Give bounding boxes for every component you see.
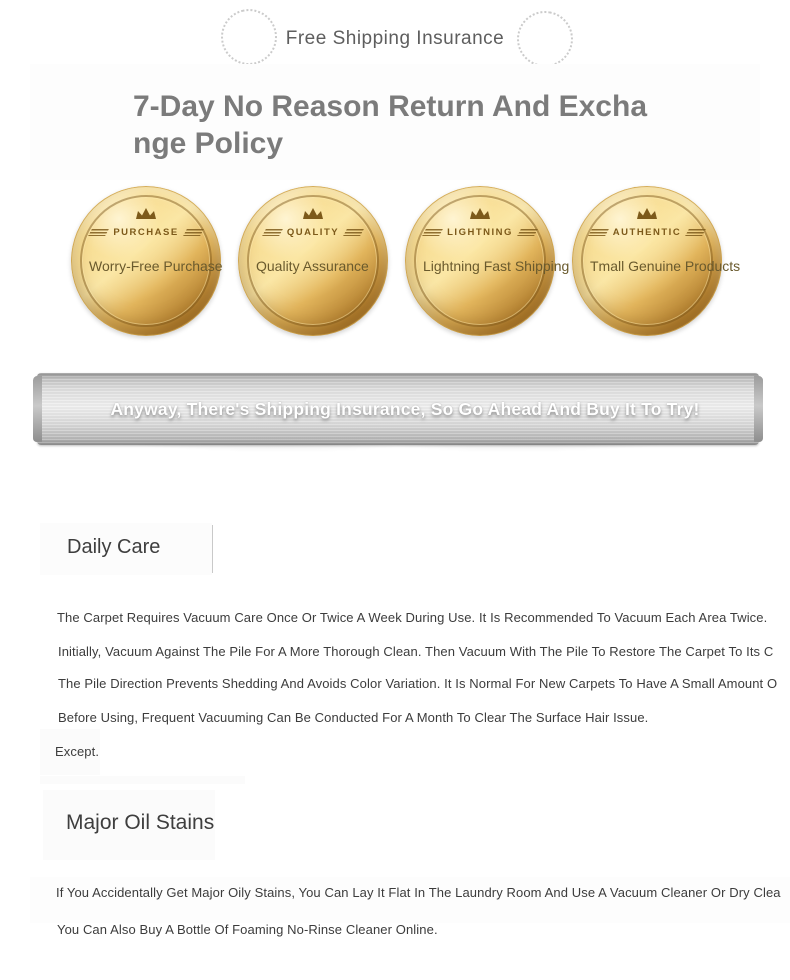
medal-word: QUALITY [286, 227, 340, 238]
daily-care-line: Before Using, Frequent Vacuuming Can Be Conducted For A Month To Clear The Surface Hair Issue. [58, 710, 649, 725]
medal-word: LIGHTNING [447, 227, 513, 238]
daily-care-line: The Pile Direction Prevents Shedding And Avoids Color Variation. It Is Normal For New Carpets To Have A Small Amount O [58, 676, 778, 691]
shipping-insurance-banner [37, 373, 759, 445]
oil-stains-paragraph-background [30, 877, 790, 923]
crown-icon [71, 207, 221, 220]
banner-text: Anyway, There's Shipping Insurance, So Go Ahead And Buy It To Try! [110, 398, 700, 419]
medal-label: Lightning Fast Shipping [423, 258, 570, 274]
stripe-ornament-icon [685, 229, 706, 236]
oil-stains-strip [40, 776, 245, 784]
daily-care-line: Initially, Vacuum Against The Pile For A More Thorough Clean. Then Vacuum With The Pile To Restore The Carpet To Its C [58, 644, 774, 659]
daily-care-heading: Daily Care [67, 536, 161, 558]
crown-icon [238, 207, 388, 220]
stripe-ornament-icon [422, 229, 443, 236]
medal-word: AUTHENTIC [612, 227, 682, 238]
daily-care-line: The Carpet Requires Vacuum Care Once Or Twice A Week During Use. It Is Recommended To Vacuum Each Area Twice. [57, 610, 768, 625]
return-policy-heading: 7-Day No Reason Return And Exchange Policy [133, 90, 647, 160]
medal-tmall-genuine-products [572, 186, 741, 336]
oil-stains-line: If You Accidentally Get Major Oily Stains, You Can Lay It Flat In The Laundry Room And Use A Vacuum Cleaner Or Dry Clea [56, 885, 781, 900]
crown-icon [572, 207, 722, 220]
medal-word: PURCHASE [113, 227, 179, 238]
major-oil-stains-heading: Major Oil Stains [66, 811, 215, 834]
stripe-ornament-icon [88, 229, 109, 236]
medal-label: Quality Assurance [256, 258, 369, 274]
medal-label: Tmall Genuine Products [590, 258, 741, 274]
daily-care-divider [212, 525, 213, 573]
medal-label: Worry-Free Purchase [89, 258, 223, 274]
medal-lightning-fast-shipping [405, 186, 570, 336]
free-shipping-insurance-title: Free Shipping Insurance [285, 28, 505, 49]
oil-stains-line: You Can Also Buy A Bottle Of Foaming No-Rinse Cleaner Online. [57, 922, 438, 937]
stripe-ornament-icon [343, 229, 364, 236]
stripe-ornament-icon [588, 229, 609, 236]
daily-care-line: Except. [55, 744, 100, 759]
medal-worry-free-purchase [71, 186, 221, 336]
stripe-ornament-icon [517, 229, 538, 236]
crown-icon [405, 207, 555, 220]
stripe-ornament-icon [183, 229, 204, 236]
stripe-ornament-icon [262, 229, 283, 236]
medal-quality-assurance [238, 186, 388, 336]
banner-shadow [40, 444, 756, 470]
